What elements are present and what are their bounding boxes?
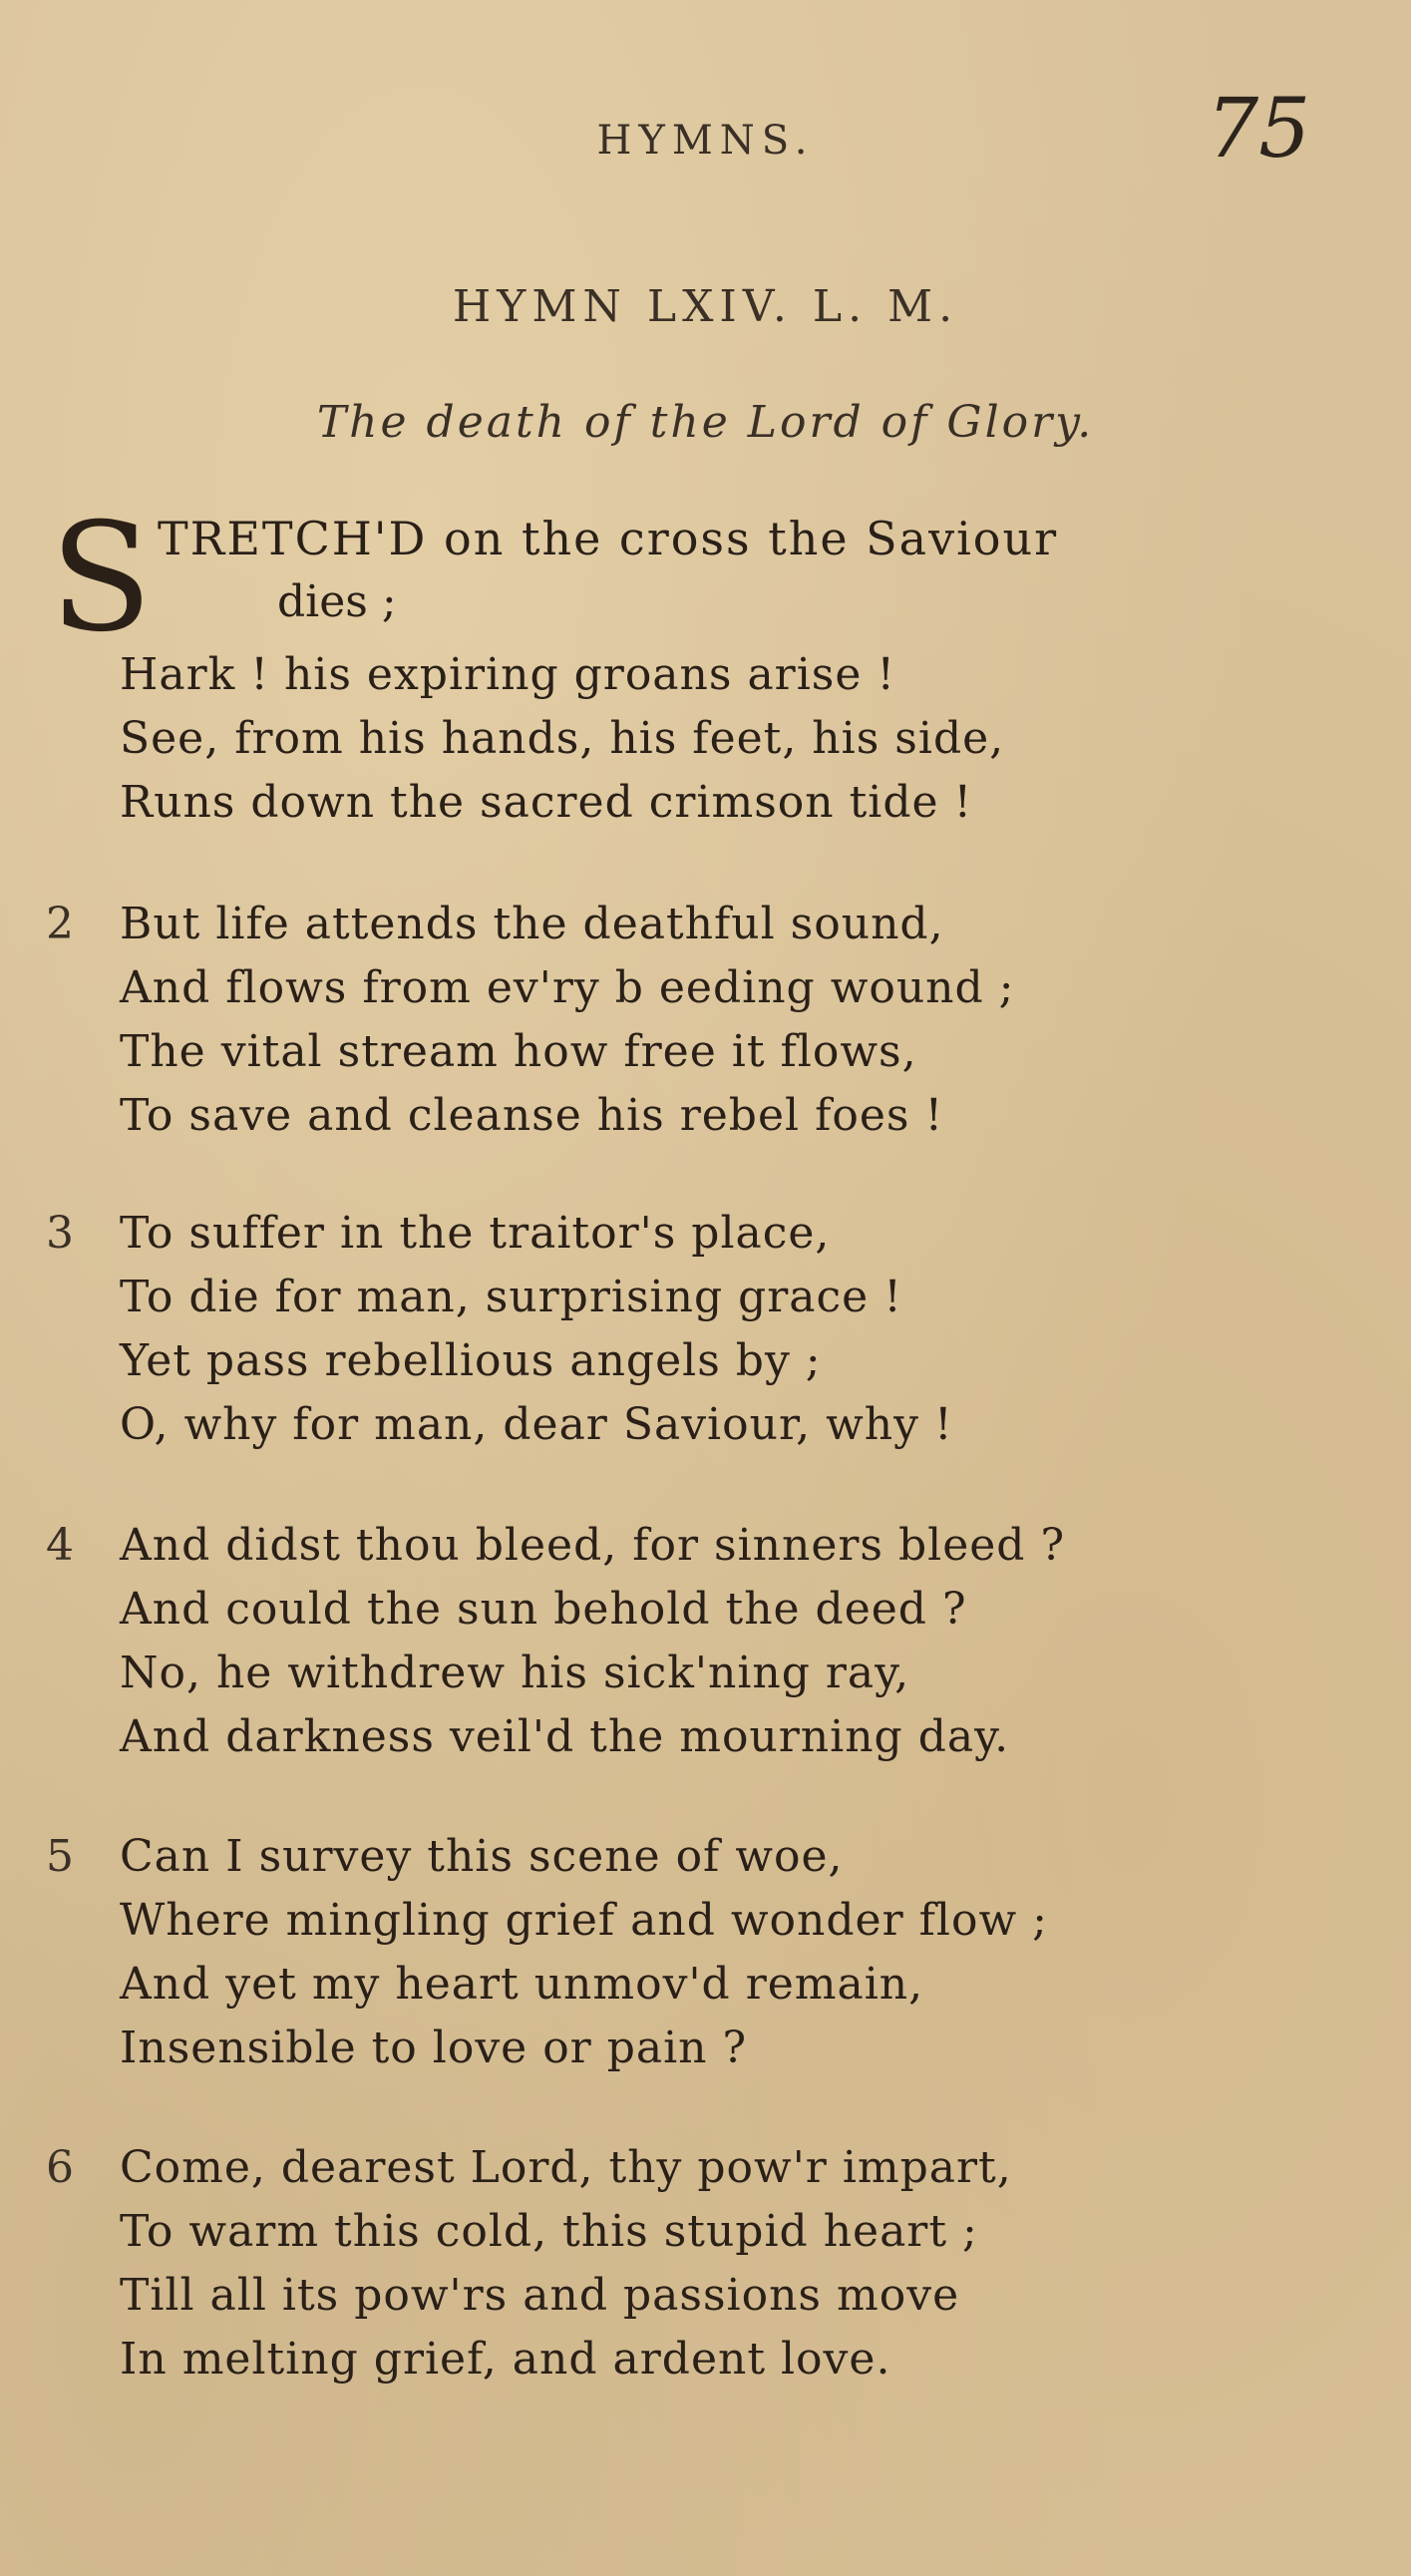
stanza-line: In melting grief, and ardent love. <box>120 2334 891 2385</box>
hymn-subtitle: The death of the Lord of Glory. <box>316 397 1095 448</box>
stanza-line: Insensible to love or pain ? <box>120 2023 748 2073</box>
stanza-line: And could the sun behold the deed ? <box>120 1584 967 1635</box>
stanza-number: 4 <box>46 1520 74 1571</box>
stanza-line: The vital stream how free it flows, <box>120 1026 917 1077</box>
page-number: 75 <box>1207 82 1311 177</box>
stanza-1-line-2: Hark ! his expiring groans arise ! <box>120 649 896 700</box>
stanza-line: And yet my heart unmov'd remain, <box>120 1959 924 2010</box>
stanza-1-line-4: Runs down the sacred crimson tide ! <box>120 777 973 828</box>
stanza-number: 5 <box>46 1831 74 1882</box>
stanza-line: Till all its pow'rs and passions move <box>120 2270 960 2321</box>
stanza-1-line-3: See, from his hands, his feet, his side, <box>120 713 1005 764</box>
stanza-line: To warm this cold, this stupid heart ; <box>120 2206 978 2257</box>
stanza-1-line-1: TRETCH'D on the cross the Saviour <box>158 512 1059 565</box>
stanza-line: Where mingling grief and wonder flow ; <box>120 1895 1048 1946</box>
stanza-number: 6 <box>46 2142 74 2193</box>
stanza-number: 3 <box>46 1208 74 1259</box>
stanza-line: And flows from ev'ry b eeding wound ; <box>120 962 1015 1013</box>
stanza-line: Can I survey this scene of woe, <box>120 1831 844 1882</box>
stanza-1-line-1-continued: dies ; <box>277 576 397 627</box>
stanza-line: But life attends the deathful sound, <box>120 899 944 949</box>
stanza-line: Yet pass rebellious angels by ; <box>120 1335 822 1386</box>
stanza-line: Come, dearest Lord, thy pow'r impart, <box>120 2142 1012 2193</box>
hymn-title: HYMN LXIV. L. M. <box>452 281 959 332</box>
stanza-line: To die for man, surprising grace ! <box>120 1272 902 1322</box>
stanza-line: No, he withdrew his sick'ning ray, <box>120 1648 910 1698</box>
stanza-line: To save and cleanse his rebel foes ! <box>120 1090 944 1141</box>
stanza-line: And didst thou bleed, for sinners bleed ? <box>120 1520 1066 1571</box>
stanza-line: O, why for man, dear Saviour, why ! <box>120 1399 953 1450</box>
stanza-line: And darkness veil'd the mourning day. <box>120 1711 1010 1762</box>
stanza-number: 2 <box>46 899 74 949</box>
running-head: HYMNS. <box>596 118 815 164</box>
stanza-line: To suffer in the traitor's place, <box>120 1208 831 1259</box>
drop-cap: S <box>50 492 153 665</box>
